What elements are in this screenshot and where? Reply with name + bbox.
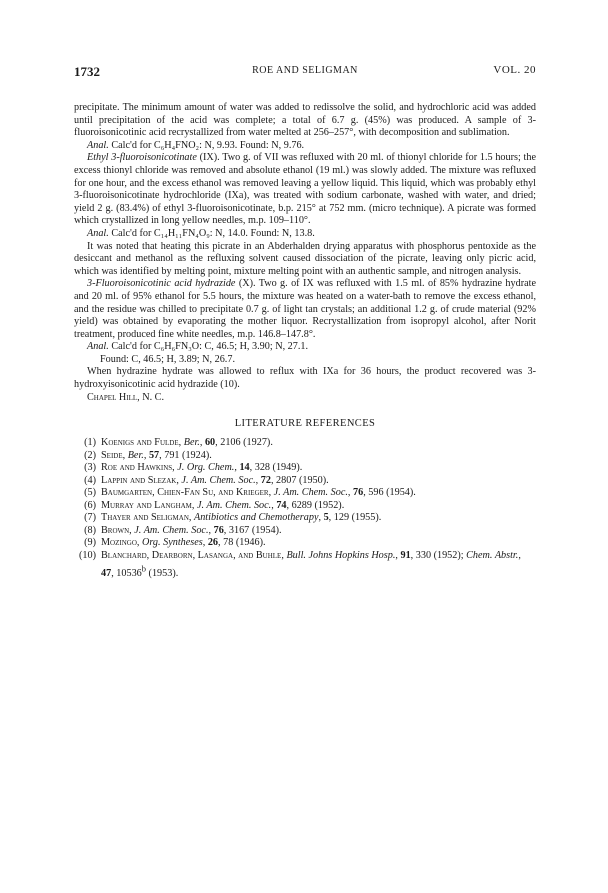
reference-text [101, 450, 536, 463]
reference-citation: Ber., 57, 791 (1924). [127, 449, 212, 461]
paragraph: Anal. Calc'd for C₁₄H₁₁FN₄O₉: N, 14.0. Found: N, 13.8. [87, 227, 315, 239]
reference-citation: Org. Syntheses, 26, 78 (1946). [141, 537, 266, 549]
reference-item [74, 550, 536, 580]
reference-citation: J. Am. Chem. Soc., 72, 2807 (1950). [181, 474, 329, 486]
reference-item [74, 437, 536, 450]
reference-item [74, 512, 536, 525]
reference-item [74, 537, 536, 550]
reference-number: (10) [79, 549, 96, 561]
reference-item [74, 475, 536, 488]
reference-citation: J. Am. Chem. Soc., 76, 3167 (1954). [134, 524, 282, 536]
reference-authors: Mozingo, [101, 537, 140, 549]
reference-authors: Blanchard, Dearborn, Lasanga, and Buhle, [101, 549, 284, 561]
reference-list [74, 437, 536, 580]
reference-number: (8) [84, 524, 96, 536]
reference-item [74, 500, 536, 513]
reference-number: (3) [84, 462, 96, 474]
reference-text [101, 550, 536, 580]
reference-number: (2) [84, 449, 96, 461]
reference-number: (1) [84, 437, 96, 449]
reference-item [74, 462, 536, 475]
reference-authors: Murray and Langham, [101, 499, 195, 511]
page-header [74, 64, 536, 84]
reference-text [101, 475, 536, 488]
reference-number: (4) [84, 474, 96, 486]
reference-citation: J. Org. Chem., 14, 328 (1949). [177, 462, 303, 474]
reference-authors: Koenigs and Fulde, [101, 437, 182, 449]
paragraph: Anal. Calc'd for C₆H₄FNO₂: N, 9.93. Found: N, 9.76. [87, 139, 305, 151]
reference-authors: Seide, [101, 449, 126, 461]
reference-number: (7) [84, 512, 96, 524]
reference-citation: Antibiotics and Chemotherapy, 5, 129 (1955). [193, 512, 382, 524]
paragraph: 3-Fluoroisonicotinic acid hydrazide (X). Two g. of IX was refluxed with 1.5 ml. of 85% hydrazine hydrate and 20 ml. of 95% ethanol for 5.5 hours, the mixture was heated on a water-bath to remove the excess ethanol, and the residue was chilled to precipitate 0.7 g. of light tan crystals; an additional 1.2 g. of crude material (92% yield) was obtained by evaporating the mother liquor. Recrystallization from isopropyl alcohol, after Norit treatment, produced fine white needles, m.p. 146.8–147.8°. [74, 278, 536, 340]
reference-text [101, 437, 536, 450]
reference-citation: J. Am. Chem. Soc., 76, 596 (1954). [273, 487, 416, 499]
reference-citation: Ber., 60, 2106 (1927). [183, 437, 273, 449]
running-title: ROE AND SELIGMAN [252, 65, 358, 76]
article-body [74, 102, 536, 404]
paragraph: precipitate. The minimum amount of water was added to redissolve the solid, and hydrochloric acid was added until precipitation of the acid was complete; a total of 6.7 g. (45%) was produced. A sample of 3-fluoroisonicotinic acid recrystallized from water melted at 256–257°, with decomposition and sublimation. [74, 102, 536, 139]
reference-authors: Lappin and Slezak, [101, 474, 179, 486]
reference-item [74, 450, 536, 463]
reference-authors: Thayer and Seligman, [101, 512, 192, 524]
reference-item [74, 487, 536, 500]
reference-text [101, 537, 536, 550]
reference-text [101, 525, 536, 538]
reference-number: (5) [84, 487, 96, 499]
reference-authors: Baumgarten, Chien-Fan Su, and Krieger, [101, 487, 272, 499]
reference-item [74, 525, 536, 538]
paragraph: When hydrazine hydrate was allowed to reflux with IXa for 36 hours, the product recovered was 3-hydroxyisonicotinic acid hydrazide (10). [74, 366, 536, 391]
reference-text [101, 462, 536, 475]
reference-authors: Roe and Hawkins, [101, 462, 175, 474]
reference-text [101, 512, 536, 525]
reference-citation: J. Am. Chem. Soc., 74, 6289 (1952). [197, 499, 345, 511]
place-line: Chapel Hill, N. C. [87, 391, 165, 403]
reference-number: (9) [84, 537, 96, 549]
paragraph: Anal. Calc'd for C₆H₆FN₃O: C, 46.5; H, 3.90; N, 27.1. [87, 341, 309, 353]
reference-authors: Brown, [101, 524, 132, 536]
references-title: LITERATURE REFERENCES [234, 418, 376, 430]
page-number: 1732 [74, 64, 100, 79]
journal-page [74, 64, 536, 580]
reference-text [101, 500, 536, 513]
paragraph: Found: C, 46.5; H, 3.89; N, 26.7. [100, 353, 235, 365]
paragraph: It was noted that heating this picrate in an Abderhalden drying apparatus with phosphorus pentoxide as the desiccant and methanol as the refluxing solvent caused dissociation of the picrate, leaving only picric acid, which was identified by melting point, mixture melting point with an authentic sample, and nitrogen analysis. [74, 240, 536, 277]
reference-number: (6) [84, 499, 96, 511]
reference-text [101, 487, 536, 500]
reference-citation: Bull. Johns Hopkins Hosp., 91, 330 (1952); Chem. Abstr., 47, 10536$^b$ (1953). [101, 549, 521, 579]
volume-label: VOL. 20 [493, 64, 536, 76]
paragraph: Ethyl 3-fluoroisonicotinate (IX). Two g. of VII was refluxed with 20 ml. of thionyl chloride for 1.5 hours; the excess thionyl chloride was removed and absolute ethanol (19 ml.) was slowly added. The mixture was refluxed for one hour, and the excess ethanol was removed leaving a yellow liquid. This liquid, which was probably ethyl 3-fluoroisonicotinate hydrochloride (IXa), was treated with sodium carbonate, washed with water, and dried; yield 2 g. (83.4%) of ethyl 3-fluoroisonicotinate, b.p. 215° at 752 mm. (micro technique). A picrate was formed which crystallized in long yellow needles, m.p. 109–110°. [74, 152, 536, 227]
